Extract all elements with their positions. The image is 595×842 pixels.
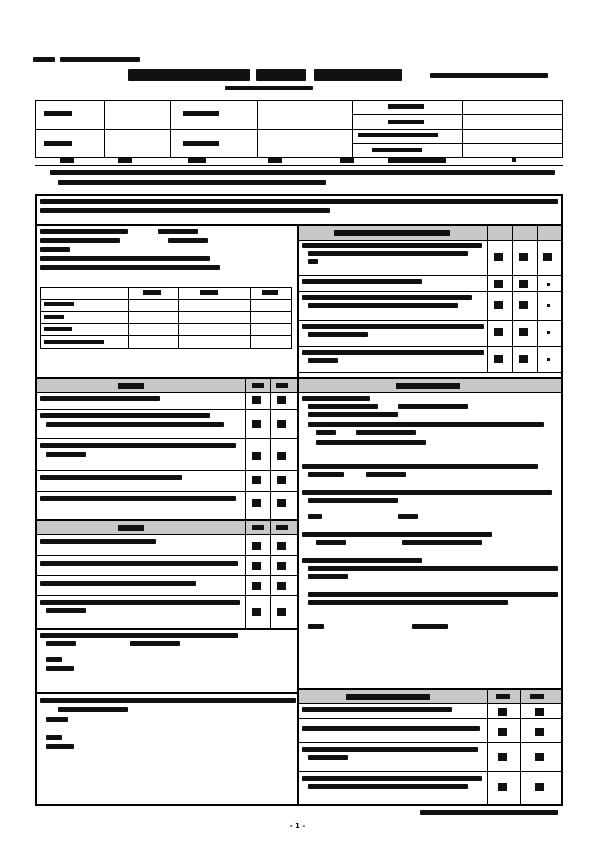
left-check-item [40,561,240,569]
check-box[interactable] [277,608,286,616]
right-check-item [302,776,482,798]
left-check-item [40,443,240,467]
left-check-item [40,539,240,547]
check-box[interactable] [252,420,261,428]
check-box[interactable] [252,476,261,484]
left-check-item [40,396,240,404]
right-free-text [302,396,558,676]
date-field [268,158,282,163]
right-check-item [302,295,482,317]
page-subtitle [225,86,315,91]
check-box[interactable] [252,608,261,616]
check-box[interactable] [494,280,503,288]
date-field [118,158,132,163]
footer-note [420,810,560,816]
left-question-block [40,229,290,279]
right-check-item [302,243,482,273]
date-field [60,158,74,163]
check-box[interactable] [535,708,544,716]
title-right-note [430,73,550,79]
info-label [358,133,438,137]
check-box[interactable] [252,396,261,404]
check-box[interactable] [252,499,261,507]
check-box[interactable] [277,562,286,570]
info-label [44,141,72,146]
info-label [388,120,424,124]
right-section-header [299,690,561,703]
check-box[interactable] [252,542,261,550]
info-label [183,111,219,116]
check-box[interactable] [519,280,528,288]
check-box[interactable] [543,253,552,261]
info-label [44,111,72,116]
check-box[interactable] [535,753,544,761]
info-label [388,104,424,109]
left-check-item [40,496,240,504]
check-box[interactable] [252,452,261,460]
check-box[interactable] [494,253,503,261]
check-box[interactable] [519,328,528,336]
right-check-item [302,707,482,715]
intro-text [40,199,560,219]
page-number: - 1 - [289,822,306,830]
check-box[interactable] [252,582,261,590]
right-check-item [302,726,482,736]
right-check-item [302,279,482,287]
check-box[interactable] [277,420,286,428]
check-box[interactable] [277,452,286,460]
check-dot[interactable] [547,304,550,307]
check-box[interactable] [498,753,507,761]
date-field [188,158,206,163]
check-box[interactable] [252,562,261,570]
note-line [58,180,328,186]
right-check-item [302,350,482,368]
check-box[interactable] [535,783,544,791]
check-box[interactable] [494,328,503,336]
check-box[interactable] [277,582,286,590]
info-label [183,141,219,146]
check-box[interactable] [519,355,528,363]
date-field [340,158,354,163]
note-line [50,170,555,176]
check-box[interactable] [519,253,528,261]
info-label [372,148,422,152]
check-box[interactable] [498,783,507,791]
check-box[interactable] [494,301,503,309]
right-check-item [302,324,482,342]
left-check-item [40,475,240,483]
page-title [128,69,403,83]
left-free-text [40,633,290,683]
check-box[interactable] [535,728,544,736]
left-check-item [40,413,240,435]
document-code [33,57,143,63]
check-box[interactable] [494,355,503,363]
check-box[interactable] [498,708,507,716]
check-box[interactable] [277,499,286,507]
check-dot[interactable] [547,331,550,334]
date-field [388,158,446,163]
check-box[interactable] [277,542,286,550]
right-check-item [302,747,482,767]
left-check-item [40,600,240,622]
check-dot[interactable] [547,358,550,361]
check-box[interactable] [498,728,507,736]
check-box[interactable] [519,301,528,309]
check-box[interactable] [277,476,286,484]
date-field [512,158,516,162]
check-box[interactable] [277,396,286,404]
left-check-item [40,581,240,589]
left-free-text [40,698,296,758]
check-dot[interactable] [547,283,550,286]
